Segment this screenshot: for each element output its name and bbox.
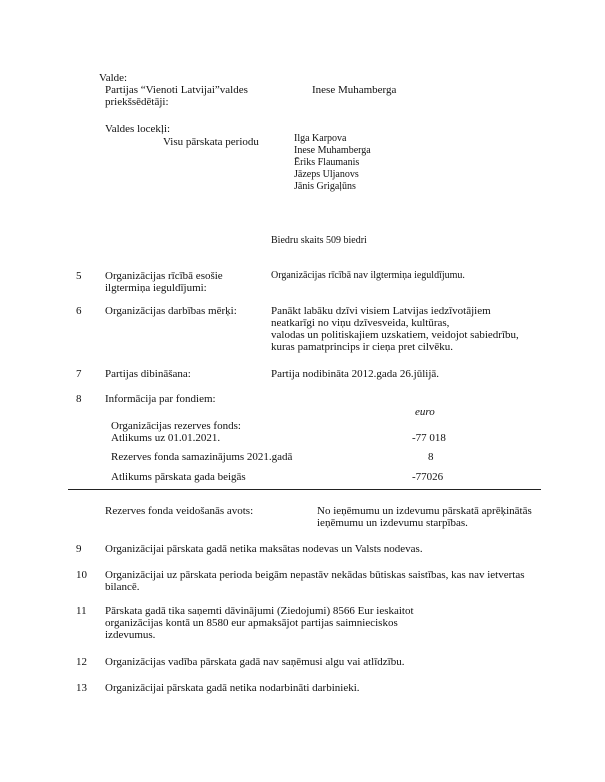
section-number: 8 <box>76 393 82 405</box>
fund-row-label: Rezerves fonda samazinājums 2021.gadā <box>111 451 293 463</box>
donations-statement: izdevumus. <box>105 629 156 641</box>
goals-line: kuras pamatprincips ir cieņa pret cilvēku. <box>271 341 454 353</box>
donations-statement: organizācijas kontā un 8580 eur apmaksājot partijas saimnieciskos <box>105 617 398 629</box>
section-number: 11 <box>76 605 87 617</box>
member-name: Inese Muhamberga <box>294 145 371 156</box>
member-name: Ilga Karpova <box>294 133 347 144</box>
period-label: Visu pārskata periodu <box>163 136 259 148</box>
section-number: 9 <box>76 543 82 555</box>
section-number: 10 <box>76 569 87 581</box>
obligations-statement: Organizācijai uz pārskata perioda beigām nepastāv nekādas būtiskas saistības, kas nav ietvertas <box>105 569 525 581</box>
fund-row-label: Atlikums uz 01.01.2021. <box>111 432 221 444</box>
section-number: 12 <box>76 656 87 668</box>
long-term-investments-value: Organizācijas rīcībā nav ilgtermiņa ieguldījumu. <box>271 270 465 281</box>
divider-line <box>68 489 541 490</box>
fund-row-value: 8 <box>428 451 434 463</box>
fund-row-label: Atlikums pārskata gada beigās <box>111 471 246 483</box>
long-term-investments-label: ilgtermiņa ieguldījumi: <box>105 282 207 294</box>
board-heading: Valde: <box>99 72 128 84</box>
reserve-fund-title: Organizācijas rezerves fonds: <box>111 420 241 432</box>
member-name: Jāzeps Uljanovs <box>294 169 359 180</box>
members-heading: Valdes locekļi: <box>105 123 171 135</box>
goals-line: Panākt labāku dzīvi visiem Latvijas iedzīvotājiem <box>271 305 491 317</box>
obligations-statement: bilancē. <box>105 581 140 593</box>
employees-statement: Organizācijai pārskata gadā netika nodarbināti darbinieki. <box>105 682 360 694</box>
goals-line: neatkarīgi no viņu dzīvesveida, kultūras, <box>271 317 450 329</box>
goals-line: valodas un politiskajiem uzskatiem, veidojot sabiedrību, <box>271 329 519 341</box>
fund-source-value: ieņēmumu un izdevumu starpības. <box>317 517 468 529</box>
long-term-investments-label: Organizācijas rīcībā esošie <box>105 270 223 282</box>
chair-name: Inese Muhamberga <box>312 84 397 96</box>
chair-label-line2: priekšsēdētāji: <box>105 96 169 108</box>
chair-label-line1: Partijas “Vienoti Latvijai”valdes <box>105 84 248 96</box>
funds-label: Informācija par fondiem: <box>105 393 216 405</box>
founding-label: Partijas dibināšana: <box>105 368 191 380</box>
fund-row-value: -77 018 <box>412 432 446 444</box>
currency-label: euro <box>415 406 435 418</box>
fees-statement: Organizācijai pārskata gadā netika maksātas nodevas un Valsts nodevas. <box>105 543 423 555</box>
member-count: Biedru skaits 509 biedri <box>271 235 367 246</box>
fund-source-label: Rezerves fonda veidošanās avots: <box>105 505 254 517</box>
section-number: 6 <box>76 305 82 317</box>
member-name: Ēriks Flaumanis <box>294 157 360 168</box>
founding-value: Partija nodibināta 2012.gada 26.jūlijā. <box>271 368 440 380</box>
goals-label: Organizācijas darbības mērķi: <box>105 305 237 317</box>
member-name: Jānis Grigaļūns <box>294 181 356 192</box>
section-number: 13 <box>76 682 87 694</box>
salary-statement: Organizācijas vadība pārskata gadā nav saņēmusi algu vai atlīdzību. <box>105 656 405 668</box>
section-number: 7 <box>76 368 82 380</box>
fund-source-value: No ieņēmumu un izdevumu pārskatā aprēķinātās <box>317 505 532 517</box>
fund-row-value: -77026 <box>412 471 444 483</box>
donations-statement: Pārskata gadā tika saņemti dāvinājumi (Ziedojumi) 8566 Eur ieskaitot <box>105 605 414 617</box>
section-number: 5 <box>76 270 82 282</box>
